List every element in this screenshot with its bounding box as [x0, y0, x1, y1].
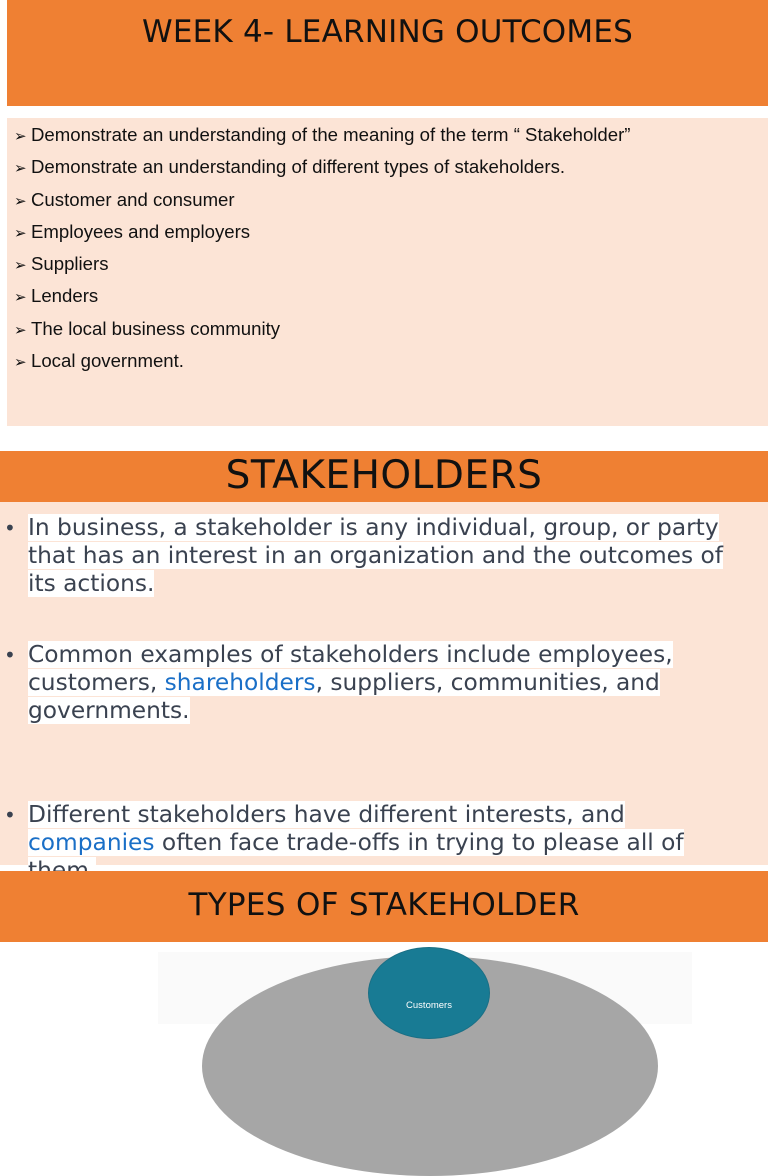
customers-node-label: Customers [406, 1000, 452, 1011]
arrow-bullet-icon: ➢ [14, 289, 27, 307]
list-item: ➢ Local government. [14, 346, 768, 378]
arrow-bullet-icon: ➢ [14, 128, 27, 145]
list-item: ➢ Demonstrate an understanding of different types of stakeholders. [14, 152, 768, 184]
list-item: ➢ The local business community [14, 314, 768, 346]
arrow-bullet-icon: ➢ [14, 354, 27, 372]
slide1-title-bar [7, 0, 768, 106]
slide2-title-bar [0, 451, 768, 502]
slide1-title: WEEK 4- LEARNING OUTCOMES [141, 14, 634, 50]
stakeholder-diagram [0, 942, 768, 1024]
arrow-bullet-icon: ➢ [14, 257, 27, 275]
slide2-body: • In business, a stakeholder is any individual, group, or party that has an interest in an organization and the outcomes of its actions. • Common examples of stakeholders include employees, customers, shareholders, suppliers, communities, and governments. • Different stakeholders have different interests, and companies often face trade-offs in trying to please all of [0, 502, 768, 865]
bullet-dot: • [4, 643, 16, 667]
slide3-title: TYPES OF STAKEHOLDER [188, 887, 580, 923]
bullet-dot: • [4, 516, 16, 540]
definition-text: In business, a stakeholder is any individual, group, or party that has an interest in an organization and the outcomes of its actions. [28, 514, 723, 597]
list-item: ➢ Demonstrate an understanding of the meaning of the term “ Stakeholder” [14, 120, 768, 152]
list-item: ➢ Lenders [14, 281, 768, 313]
companies-link[interactable]: companies [28, 829, 155, 856]
learning-outcomes-list [7, 118, 768, 378]
bullet-dot: • [4, 803, 16, 827]
customers-node [369, 948, 489, 1038]
arrow-bullet-icon: ➢ [14, 160, 27, 178]
list-item: ➢ Employees and employers [14, 217, 768, 249]
arrow-bullet-icon: ➢ [14, 224, 27, 242]
slide3-title-bar [0, 871, 768, 942]
list-item: ➢ Suppliers [14, 249, 768, 281]
arrow-bullet-icon: ➢ [14, 321, 27, 339]
list-item: ➢ Customer and consumer [14, 185, 768, 217]
shareholders-link[interactable]: shareholders [164, 669, 316, 696]
slide2-title: STAKEHOLDERS [225, 453, 543, 498]
arrow-bullet-icon: ➢ [14, 192, 27, 210]
slide1-body [7, 118, 768, 426]
